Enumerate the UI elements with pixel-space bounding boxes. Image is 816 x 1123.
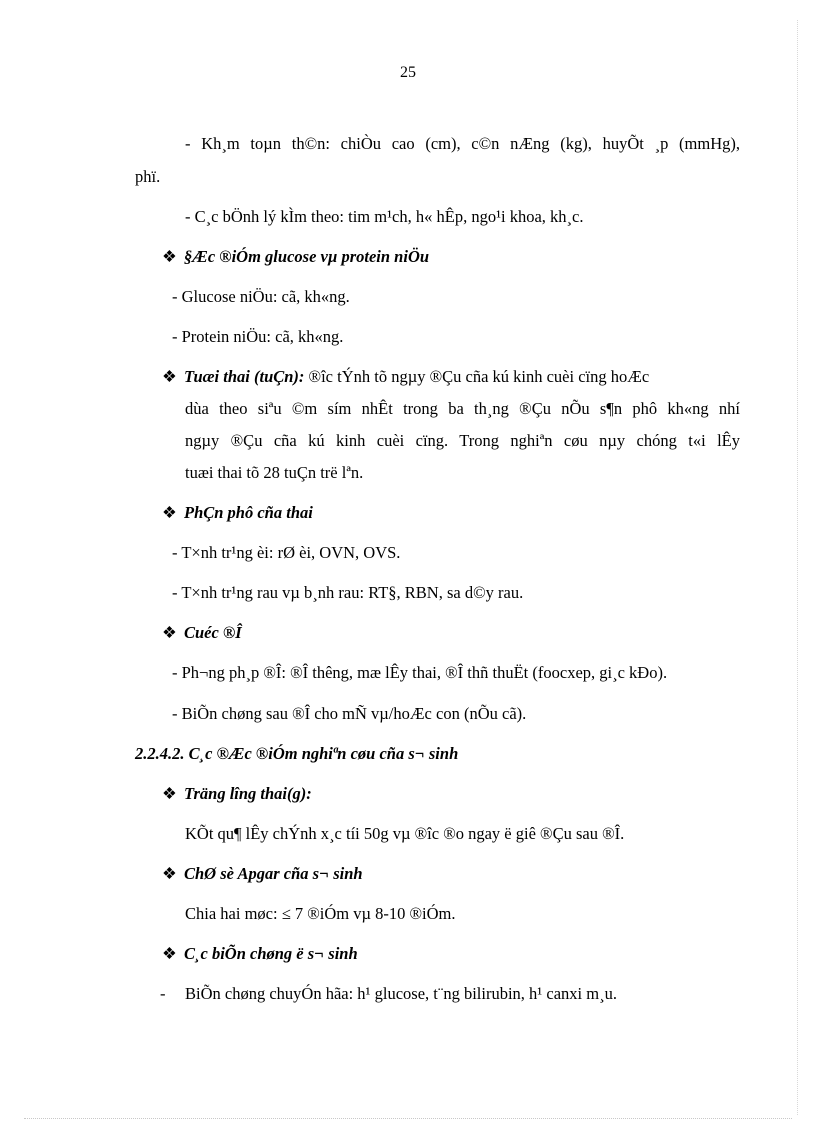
bullet-heading [162,783,312,805]
body-line: - T×nh tr¹ng èi: rØ èi, OVN, OVS. [172,543,401,562]
body-line: tuæi thai tõ 28 tuÇn trë lªn. [185,463,364,482]
heading-text: §Æc ®iÓm glucose vµ protein niÖu [184,247,430,266]
four-diamond-bullet-icon: ❖ [162,623,177,642]
body-line: dùa theo siªu ©m sím nhÊt trong ba th¸ng ®Çu nÕu s¶n phô kh«ng nhí [185,399,740,418]
heading-rest: ®îc tÝnh tõ ngµy ®Çu cña kú kinh cuèi cïng hoÆc [304,367,650,386]
four-diamond-bullet-icon: ❖ [162,503,177,522]
four-diamond-bullet-icon: ❖ [162,864,177,883]
bullet-heading [162,943,358,965]
heading-text: ChØ sè Apgar cña s¬ sinh [184,864,363,883]
body-line: KÕt qu¶ lÊy chÝnh x¸c tíi 50g vµ ®îc ®o ngay ë giê ®Çu sau ®Î. [185,824,625,843]
body-line: - C¸c bÖnh lý kÌm theo: tim m¹ch, h« hÊp, ngo¹i khoa, kh¸c. [185,207,584,226]
four-diamond-bullet-icon: ❖ [162,247,177,266]
bullet-heading [162,622,242,644]
bullet-heading [162,246,429,268]
body-line: - BiÕn chøng sau ®Î cho mÑ vµ/hoÆc con (nÕu cã). [172,704,527,723]
heading-text: Cuéc ®Î [184,623,242,642]
body-line: BiÕn chøng chuyÓn hãa: h¹ glucose, t¨ng bilirubin, h¹ canxi m¸u. [185,984,617,1003]
bullet-heading [162,366,740,388]
body-line: - Glucose niÖu: cã, kh«ng. [172,287,350,306]
heading-text: Tuæi thai (tuÇn): [184,367,305,386]
body-line: - T×nh tr¹ng rau vµ b¸nh rau: RT§, RBN, sa d©y rau. [172,583,524,602]
page-right-border [797,20,798,1115]
body-line: phï. [135,167,161,186]
four-diamond-bullet-icon: ❖ [162,784,177,803]
page-number: 25 [400,64,416,81]
body-line: - Ph¬ng ph¸p ®Î: ®Î thêng, mæ lÊy thai, ®Î thñ thuËt (foocxep, gi¸c kÐo). [172,663,668,682]
body-line: - Protein niÖu: cã, kh«ng. [172,327,344,346]
bullet-heading [162,502,313,524]
heading-text: PhÇn phô cña thai [184,503,313,522]
heading-text: C¸c biÕn chøng ë s¬ sinh [184,944,358,963]
section-heading: 2.2.4.2. C¸c ®Æc ®iÓm nghiªn cøu cña s¬ sinh [135,744,459,763]
body-line: - Kh¸m toµn th©n: chiÒu cao (cm), c©n nÆng (kg), huyÕt ¸p (mmHg), [185,134,740,153]
four-diamond-bullet-icon: ❖ [162,367,177,386]
list-dash: - [160,984,166,1003]
body-line: ngµy ®Çu cña kú kinh cuèi cïng. Trong nghiªn cøu nµy chóng t«i lÊy [185,431,740,450]
page-bottom-border [24,1118,792,1119]
heading-text: Träng lîng thai(g): [184,784,312,803]
four-diamond-bullet-icon: ❖ [162,944,177,963]
body-line: Chia hai møc: ≤ 7 ®iÓm vµ 8-10 ®iÓm. [185,904,456,923]
bullet-heading [162,863,363,885]
